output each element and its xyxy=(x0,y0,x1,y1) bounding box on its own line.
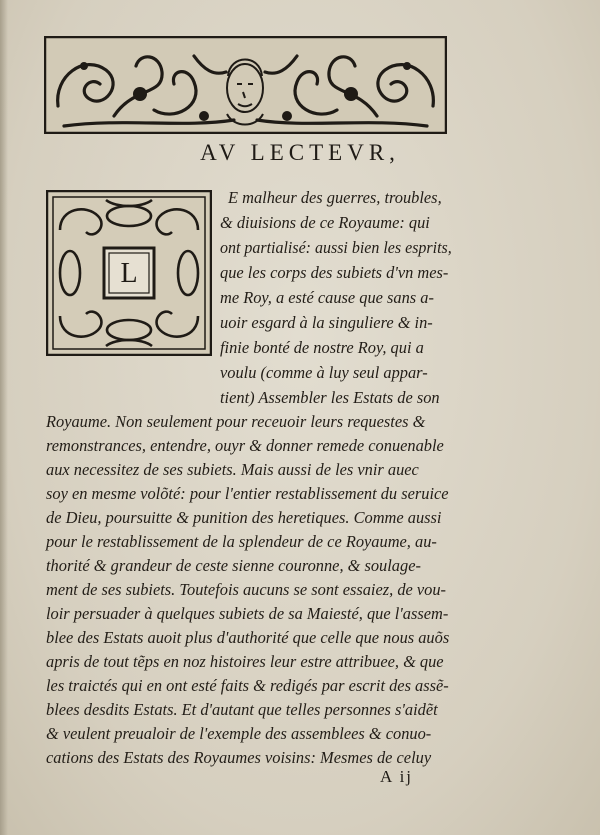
text-line: apris de tout tẽps en noz histoires leur estre attribuee, & que xyxy=(46,652,444,671)
text-line: finie bonté de nostre Roy, qui a xyxy=(220,338,424,357)
text-line: Royaume. Non seulement pour receuoir leurs requestes & xyxy=(46,412,426,431)
text-line: pour le restablissement de la splendeur de ce Royaume, au- xyxy=(46,532,437,551)
text-line: tient) Assembler les Estats de son xyxy=(220,388,440,407)
text-line: blees desdits Estats. Et d'autant que telles personnes s'aidẽt xyxy=(46,700,438,719)
text-line: les traictés qui en ont esté faits & redigés par escrit des assẽ- xyxy=(46,676,449,695)
page-heading: AV LECTEVR, xyxy=(200,140,400,165)
text-line: uoir esgard à la singuliere & in- xyxy=(220,313,433,332)
ornamental-headpiece xyxy=(44,36,447,134)
text-line: & diuisions de ce Royaume: qui xyxy=(220,213,430,232)
text-line: ont partialisé: aussi bien les esprits, xyxy=(220,238,452,257)
text-line: cations des Estats des Royaumes voisins: Mesmes de celuy xyxy=(46,748,432,767)
initial-letter: L xyxy=(120,258,138,289)
text-line: que les corps des subiets d'vn mes- xyxy=(220,263,449,282)
text-line: & veulent preualoir de l'exemple des assemblees & conuo- xyxy=(46,724,432,743)
text-line: soy en mesme volõté: pour l'entier restablissement du seruice xyxy=(46,484,449,503)
text-line: me Roy, a esté cause que sans a- xyxy=(220,288,434,307)
text-line: E malheur des guerres, troubles, xyxy=(228,188,442,207)
text-line: remonstrances, entendre, ouyr & donner remede conuenable xyxy=(46,436,444,455)
text-line: aux necessitez de ses subiets. Mais aussi de les vnir auec xyxy=(46,460,419,479)
decorated-initial-block xyxy=(46,190,212,356)
text-line: de Dieu, poursuitte & punition des heretiques. Comme aussi xyxy=(46,508,442,527)
text-line: thorité & grandeur de ceste sienne couronne, & soulage- xyxy=(46,556,421,575)
text-line: blee des Estats auoit plus d'authorité que celle que nous auõs xyxy=(46,628,450,647)
page-gutter-shadow xyxy=(0,0,8,835)
page-signature-mark: A ij xyxy=(380,767,414,786)
text-line: voulu (comme à luy seul appar- xyxy=(220,363,428,382)
text-line: ment de ses subiets. Toutefois aucuns se sont essaiez, de vou- xyxy=(46,580,447,599)
text-line: loir persuader à quelques subiets de sa Maiesté, que l'assem- xyxy=(46,604,449,623)
